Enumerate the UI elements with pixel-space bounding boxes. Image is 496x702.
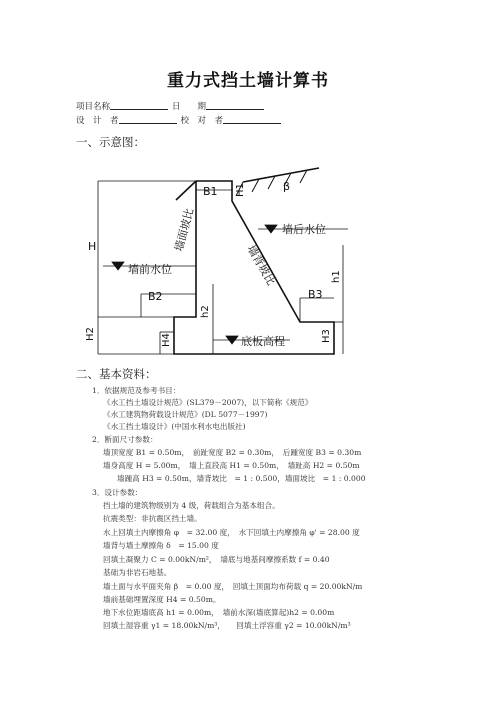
basic-line-18: 地下水位距墙底高 h1 = 0.00m， 墙前水深(墙底算起)h2 = 0.00m [103, 608, 335, 617]
label-h2-lower: h2 [200, 305, 211, 318]
basic-line-5: 2．断面尺寸参数： [92, 435, 158, 444]
label-h1: H1 [235, 183, 246, 197]
basic-line-1: 1．依据规范及参考书目： [92, 386, 181, 395]
section-2-heading: 二、基本资料： [76, 367, 157, 381]
label-b1: B1 [203, 185, 218, 198]
basic-line-7: 墙身高度 H = 5.00m， 墙上直段高 H1 = 0.50m， 墙趾高 H2 = 0.50m [103, 461, 360, 470]
basic-line-3: 《水工建筑物荷载设计规范》(DL 5077－1997) [103, 410, 268, 419]
basic-line-11: 抗震类型：非抗震区挡土墙。 [103, 514, 202, 523]
document-title: 重力式挡土墙计算书 [167, 71, 329, 91]
basic-line-15: 基础为非岩石地基。 [103, 568, 172, 577]
label-h3: H3 [321, 329, 332, 343]
basic-line-17: 墙前基础埋置深度 H4 = 0.50m。 [103, 595, 221, 604]
label-base-elevation: 底板高程 [241, 335, 285, 348]
label-front-slope: 墙面坡比 [172, 206, 197, 253]
basic-line-2: 《水工挡土墙设计规范》(SL379－2007)，以下简称《规范》 [103, 398, 313, 407]
basic-line-14: 回填土凝聚力 C = 0.00kN/m²， 墙底与地基间摩擦系数 f = 0.40 [103, 555, 330, 564]
label-h2: H2 [85, 327, 96, 341]
backfill-surface [236, 168, 319, 196]
label-b2: B2 [148, 290, 163, 303]
label-front-water: 墙前水位 [128, 263, 172, 276]
wall-outline [174, 181, 334, 354]
basic-line-16: 墙土面与水平面夹角 β = 0.00 度， 回填土顶面均布荷载 q = 20.00kN/m [103, 582, 363, 591]
label-rear-water: 墙后水位 [282, 223, 326, 236]
checker-label: 校 对 者 [180, 116, 224, 126]
basic-line-9: 3．设计参数： [92, 488, 143, 497]
basic-line-6: 墙顶宽度 B1 = 0.50m， 前趾宽度 B2 = 0.30m， 后踵宽度 B3 = 0.30m [103, 448, 362, 457]
label-h1-lower: h1 [331, 270, 342, 283]
designer-label: 设 计 者 [76, 116, 119, 126]
basic-line-8: 墙踵高 H3 = 0.50m，墙背坡比 = 1 : 0.500，墙面坡比 = 1 : 0.000 [117, 474, 366, 483]
basic-line-4: 《水工挡土墙设计》(中国水利水电出版社) [103, 422, 246, 431]
label-h4: H4 [161, 333, 172, 347]
basic-line-10: 挡土墙的建筑物级别为 4 级，荷载组合为基本组合。 [103, 501, 280, 510]
basic-line-19: 回填土湿容重 γ1 = 18.00kN/m³， 回填土浮容重 γ2 = 10.00kN/m³ [103, 621, 351, 630]
basic-line-13: 墙背与墙土摩擦角 δ = 15.00 度 [103, 541, 219, 550]
project-name-label: 项目名称 [76, 102, 111, 112]
label-b3: B3 [308, 288, 323, 301]
label-back-slope: 墙背坡比 [244, 243, 278, 288]
basic-line-12: 水上回填土内摩擦角 φ = 32.00 度， 水下回填土内摩擦角 φ' = 28.00 度 [103, 528, 360, 537]
label-h: H [88, 240, 97, 253]
label-beta: β [283, 180, 291, 193]
date-label: 日 期 [172, 102, 207, 112]
section-1-heading: 一、示意图： [76, 135, 145, 149]
